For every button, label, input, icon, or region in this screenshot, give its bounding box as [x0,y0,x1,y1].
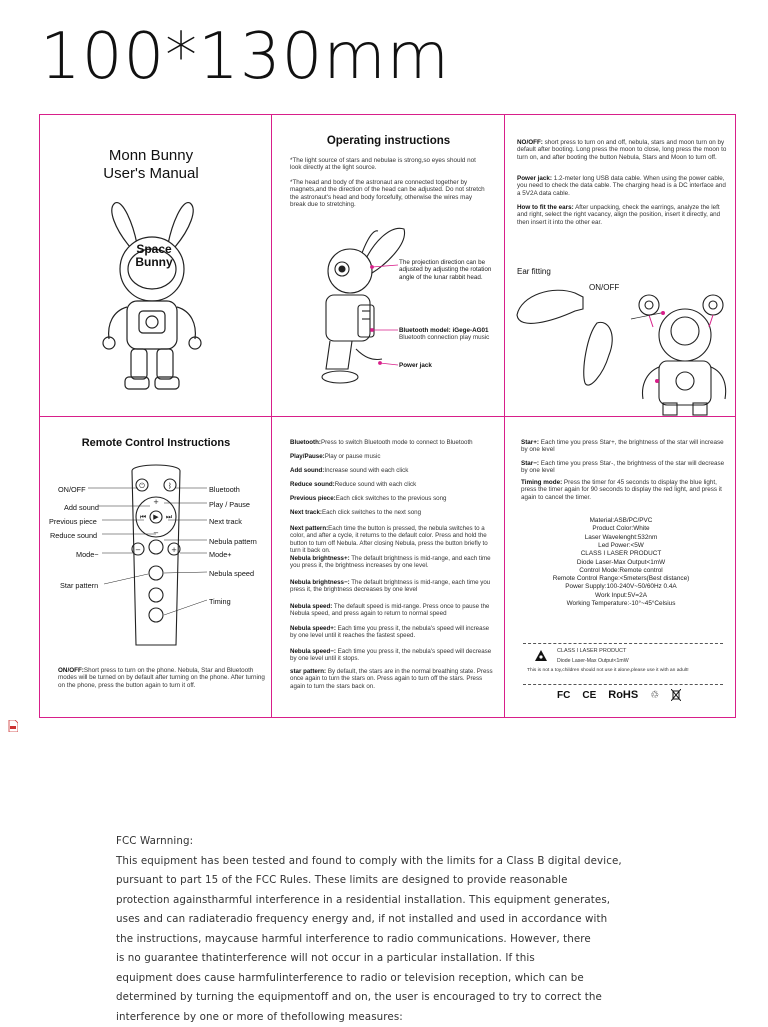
button-description-text: Press to switch Bluetooth mode to connect to Bluetooth [321,439,473,446]
remote-label-mode-minus: Mode− [76,550,99,559]
timing-note [521,479,726,501]
fcc-line: the instructions, maycause harmful interference to radio communications. However, there [116,930,656,950]
bluetooth-model: Bluetooth model: iGege-AG01 [399,327,504,334]
remote-label-star-pattern: Star pattern [60,581,98,590]
fcc-warning [116,832,656,1027]
ce-mark: CE [582,690,596,701]
star-minus-label: Star−: [521,460,539,467]
remote-onoff-note [58,667,268,689]
laser-child-warning: This is not a toy,children should not use it alone,please use it with an adult! [527,668,689,673]
star-plus-note [521,439,726,454]
button-description-text: Increase sound with each click [324,467,408,474]
remote-label-next-track: Next track [209,517,242,526]
remote-label-timing: Timing [209,597,231,606]
ears-label: How to fit the ears: [517,204,574,211]
button-description-label: Add sound: [290,467,324,474]
fcc-line: uses and can radiateradio frequency energy and, if not installed and used in accordance with [116,910,656,930]
remote-label-bluetooth: Bluetooth [209,485,240,494]
button-description-item [290,481,495,488]
safety-note: *The light source of stars and nebulae is strong,so eyes should not look directly at the light source. [290,157,485,172]
helmet-label-line: Bunny [132,256,176,269]
svg-text:⏭: ⏭ [166,513,173,521]
operating-panel [272,115,505,417]
fcc-line: pursuant to part 15 of the FCC Rules. These limits are designed to provide reasonable [116,871,656,891]
button-description-text: Each click switches to the previous song [336,495,447,502]
button-description-label: star pattern: [290,668,326,675]
fcc-line: protection againstharmful interference in a residential installation. This equipment generates, [116,891,656,911]
star-minus-note [521,460,726,475]
button-description-label: Reduce sound: [290,481,335,488]
button-description-text: Each time you press it, the nebula's speed will decrease by one level until it stops. [290,648,491,662]
laser-output: Diode Laser-Max Output<1mW [557,658,629,664]
remote-onoff-label: ON/OFF: [58,667,84,674]
magnet-note: *The head and body of the astronaut are connected together by magnets,and the direction of the head can be adjusted. Do not stretch the astronaut's head and body forcefully, otherwise the wires may break due to stretching. [290,179,485,208]
button-description-label: Play/Pause: [290,453,325,460]
specifications-panel [505,417,737,719]
button-description-item [290,439,495,446]
spec-line: Control Mode:Remote control [505,567,737,575]
button-description-item [290,467,495,474]
button-description-text: The default brightness is mid-range, and each time you press it, the brightness increases by one level. [290,555,491,569]
laser-class: CLASS I LASER PRODUCT [557,648,626,654]
space-bunny-illustration [85,199,220,399]
button-description-text: Each click switches to the next song [322,509,421,516]
laser-warning-icon [535,650,547,661]
remote-title: Remote Control Instructions [40,437,272,449]
button-description-item [290,625,495,640]
timing-text: Press the timer for 45 seconds to display the blue light, press the timer again for 90 seconds to display the red light, and press it again to cancel the timer. [521,479,722,501]
fcc-line: interference by one or more of thefollowing measures: [116,1008,656,1027]
bluetooth-connection: Bluetooth connection play music [399,334,489,341]
recycle-icon: ♲ [650,690,659,701]
svg-text:+: + [171,546,177,554]
button-description-label: Nebula speed: [290,603,332,610]
button-description-item [290,525,495,554]
spec-line: CLASS I LASER PRODUCT [505,550,737,558]
weee-bin-icon [671,689,681,701]
pdf-file-icon[interactable] [8,720,18,732]
page-title: 100*130mm [40,20,450,94]
callout-lines [272,115,505,417]
spec-line: Product Color:White [505,525,737,533]
cover-panel [40,115,272,417]
power-note [517,175,729,197]
fcc-mark: FC [557,690,570,701]
svg-text:▶: ▶ [153,513,159,521]
timing-label: Timing mode: [521,479,562,486]
button-description-label: Nebula speed−: [290,648,336,655]
manual-title [40,147,262,183]
rohs-mark: RoHS [608,689,638,701]
svg-text:⏮: ⏮ [140,513,146,521]
button-description-item [290,495,495,502]
button-description-item [290,579,495,594]
spec-line: Remote Control Range:<5meters(Best distance) [505,575,737,583]
fcc-line: equipment does cause harmfulinterference to radio or television reception, which can be [116,969,656,989]
ear-fitting-label: Ear fitting [517,267,551,276]
svg-text:−: − [135,546,141,554]
button-description-label: Nebula speed+: [290,625,336,632]
manual-title-line: Monn Bunny [40,147,262,165]
button-description-label: Previous piece: [290,495,336,502]
button-description-text: Reduce sound with each click [335,481,417,488]
power-label: Power jack: [517,175,552,182]
svg-text:−: − [153,529,159,537]
fcc-line: is no guarantee thatinterference will not occur in a particular installation. If this [116,949,656,969]
ear-fitting-panel [505,115,737,417]
spec-line: Power Supply:100-240V~50/60Hz 0.4A [505,583,737,591]
button-description-text: The default brightness is mid-range, each time you press it, the brightness decreases by one level [290,579,490,593]
button-description-item [290,648,495,663]
spec-line: Work Input:5V=2A [505,592,737,600]
power-jack-label: Power jack [399,362,432,369]
ears-text: After unpacking, check the earrings, analyze the left and right, select the right vacancy, align the position, insert it directly, and then insert it into the other ear. [517,204,720,226]
fcc-line: This equipment has been tested and found to comply with the limits for a Class B digital device, [116,852,656,872]
button-description-item [290,509,495,516]
remote-label-mode-plus: Mode+ [209,550,232,559]
star-minus-text: Each time you press Star-, the brightness of the star will decrease by one level [521,460,724,474]
remote-label-add-sound: Add sound [64,503,99,512]
button-description-text: Each time you press it, the nebula's speed will increase by one level until it reaches the fastest speed. [290,625,489,639]
helmet-label-line: Space [132,243,176,256]
remote-onoff-text: Short press to turn on the phone. Nebula, Star and Bluetooth modes will be turned on by default after turning on the phone. After turning on the phone, press the button again to turn it off. [58,667,265,689]
onoff-label: NO/OFF: [517,139,543,146]
power-text: 1.2-meter long USB data cable. When using the power cable, you need to check the data cable. The charging head is a DC interface and a 5V2A data cable. [517,175,726,197]
onoff-note [517,139,729,161]
button-description-panel [272,417,505,719]
ear-fitting-illustration [513,275,728,417]
spec-line: Led Power:<5W [505,542,737,550]
remote-label-reduce-sound: Reduce sound [50,531,97,540]
manual-sheet [39,114,736,718]
button-description-label: Next track: [290,509,322,516]
onoff-text: short press to turn on and off, nebula, stars and moon turn on by default after booting. Long press the moon to close, long press the moon to turn on, and after booting the button Nebula, Stars and Moon to turn off. [517,139,726,161]
spec-line: Diode Laser-Max Output<1mW [505,559,737,567]
laser-warning-box [523,643,723,685]
projection-note: The projection direction can be adjusted by adjusting the rotation angle of the lunar rabbit head. [399,259,494,281]
button-description-text: Each time the button is pressed, the nebula switches to a color, and after a cycle, it returns to the default color. Press and hold the button to turn off Nebula. After closing Nebula, press the button briefly to turn it back on. [290,525,488,554]
svg-text:ᛒ: ᛒ [168,482,172,490]
spec-line: Working Temperature:-10°~45°Celsius [505,600,737,608]
fcc-line: determined by turning the equipmentoff and on, the user is encouraged to try to correct the [116,988,656,1008]
button-description-label: Bluetooth: [290,439,321,446]
button-description-text: By default, the stars are in the normal breathing state. Press once again to turn the stars on. Press again to turn off the stars. Press again to turn the stars back on. [290,668,493,690]
helmet-label [132,243,176,269]
button-description-label: Nebula brightness+: [290,555,350,562]
spec-line: Laser Wavelenght:532nm [505,534,737,542]
remote-label-nebula-pattern: Nebula pattern [209,537,257,546]
ears-note [517,204,729,226]
remote-label-play-pause: Play / Pause [209,500,250,509]
svg-text:+: + [153,498,159,506]
star-plus-text: Each time you press Star+, the brightness of the star will increase by one level [521,439,724,453]
spec-line: Material:ASB/PC/PVC [505,517,737,525]
button-description-item [290,603,495,618]
manual-title-line: User's Manual [40,165,262,183]
button-description-label: Next pattern: [290,525,328,532]
star-plus-label: Star+: [521,439,539,446]
operating-title: Operating instructions [272,135,505,147]
remote-control-panel [40,417,272,719]
remote-label-nebula-speed: Nebula speed [209,569,254,578]
button-description-label: Nebula brightness−: [290,579,350,586]
button-description-item [290,668,495,690]
button-description-text: Play or pause music [325,453,381,460]
fcc-line: FCC Warnning: [116,832,656,852]
onoff-callout: ON/OFF [589,283,619,292]
svg-text:⏻: ⏻ [139,482,145,490]
button-description-text: The default speed is mid-range. Press once to pause the Nebula speed, and press again to return to normal speed [290,603,489,617]
button-description-item [290,453,495,460]
certification-marks [557,689,697,701]
button-description-item [290,555,495,570]
remote-label-onoff: ON/OFF [58,485,86,494]
remote-label-previous: Previous piece [49,517,97,526]
